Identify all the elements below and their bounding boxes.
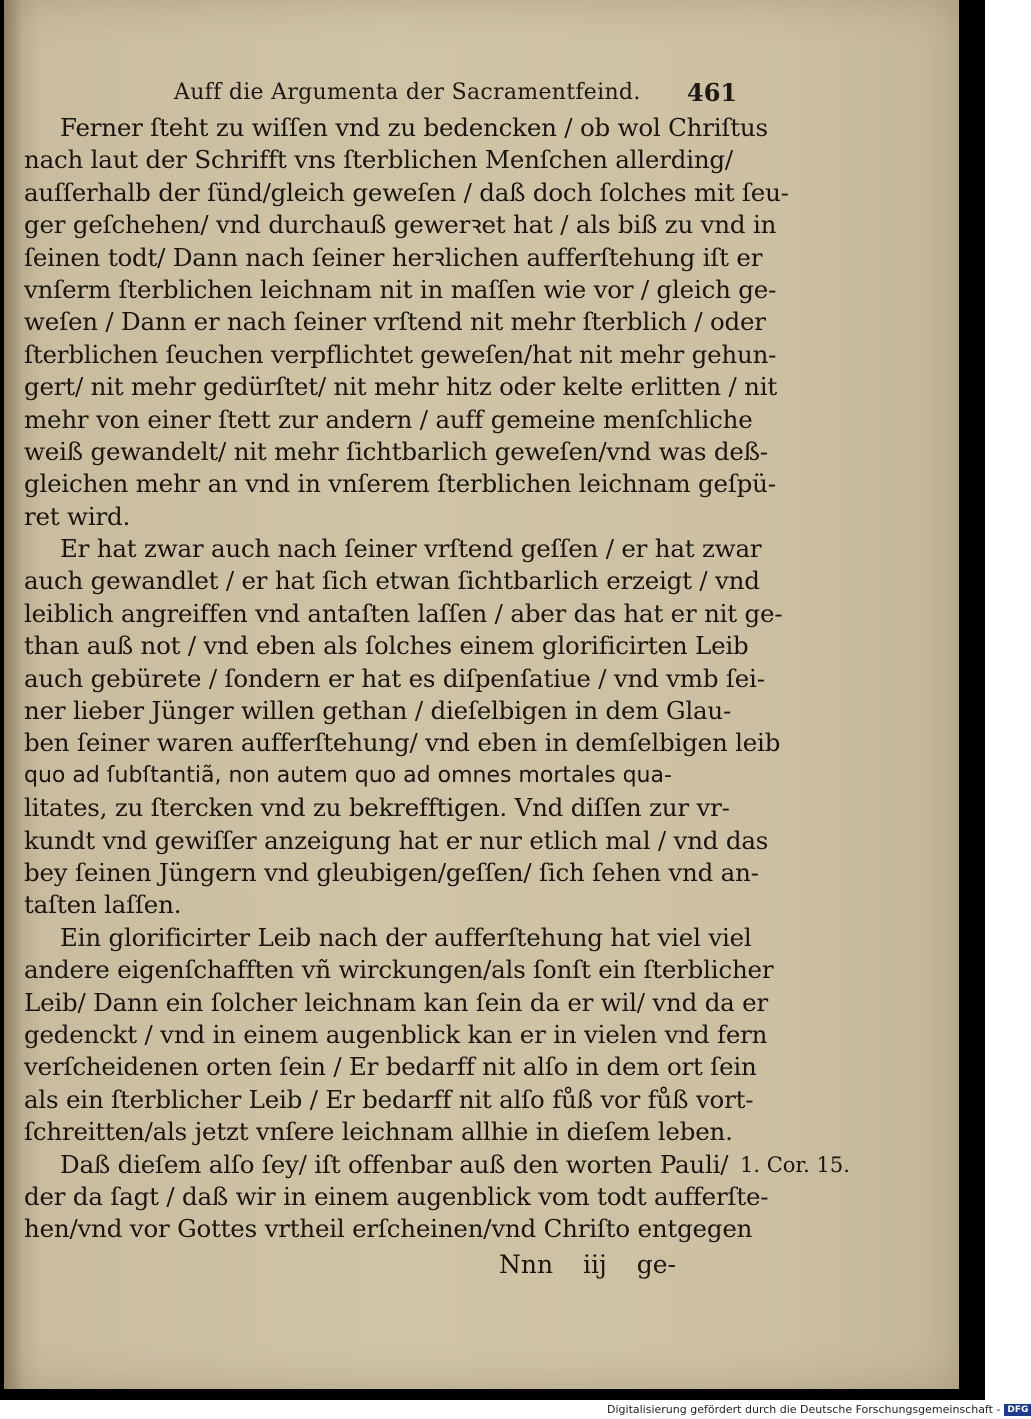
body-text [24,112,789,1246]
signature-catchword: Nnn iij ge- [499,1250,676,1279]
text-line: ret wird. [24,501,131,531]
text-line: verſcheidenen orten ſein / Er bedarff nit alſo in dem ort ſein [24,1052,757,1082]
text-line: litates, zu ſtercken vnd zu bekrefftigen. Vnd diſſen zur vr- [24,793,730,823]
footer [607,1400,1031,1419]
text-line: ger geſchehen/ vnd durchauß gewerꝛet hat / als biß zu vnd in [24,210,777,240]
text-line: vnſerm ſterblichen leichnam nit in maſſen wie vor / gleich ge- [24,274,777,304]
text-line: als ein ſterblicher Leib / Er bedarff nit alſo fůß vor fůß vort- [24,1084,754,1114]
text-line: taſten laſſen. [24,890,182,920]
text-line-latin: quo ad ſubſtantiã, non autem quo ad omnes mortales qua- [24,762,672,788]
book-page [4,0,959,1389]
text-line: Ein glorificirter Leib nach der aufferſtehung hat viel viel [60,922,752,952]
running-title: Auff die Argumenta der Sacramentfeind. [174,80,641,105]
text-line: ſterblichen ſeuchen verpflichtet geweſen/hat nit mehr gehun- [24,339,777,369]
text-line: gleichen mehr an vnd in vnſerem ſterblichen leichnam geſpü- [24,469,776,499]
text-line: kundt vnd gewiſſer anzeigung hat er nur etlich mal / vnd das [24,825,769,855]
text-line: weſen / Dann er nach ſeiner vrſtend nit mehr ſterblich / oder [24,307,766,337]
text-line: gert/ nit mehr gedürſtet/ nit mehr hitz oder kelte erlitten / nit [24,372,777,402]
text-line: weiß gewandelt/ nit mehr ſichtbarlich geweſen/vnd was deß- [24,436,768,466]
text-line: ſeinen todt/ Dann nach ſeiner herꝛlichen aufferſtehung iſt er [24,242,763,272]
page-number: 461 [687,78,738,107]
text-line: Daß dieſem alſo ſey/ iſt offenbar auß den worten Pauli/ [60,1149,729,1179]
text-line: bey ſeinen Jüngern vnd gleubigen/geſſen/ ſich ſehen vnd an- [24,857,759,887]
text-line: Leib/ Dann ein ſolcher leichnam kan ſein da er wil/ vnd da er [24,987,768,1017]
funding-note: Digitalisierung gefördert durch die Deutsche Forschungsgemeinschaft - [607,1403,1001,1416]
text-line: andere eigenſchafften vñ wirckungen/als ſonſt ein ſterblicher [24,955,774,985]
text-line: der da ſagt / daß wir in einem augenblick vom todt aufferſte- [24,1181,769,1211]
text-line: hen/vnd vor Gottes vrtheil erſcheinen/vnd Chriſto entgegen [24,1214,753,1244]
text-line: Ferner ſteht zu wiſſen vnd zu bedencken / ob wol Chriſtus [60,113,768,142]
text-line: ben ſeiner waren aufferſtehung/ vnd eben in demſelbigen leib [24,728,781,758]
text-line: ner lieber Jünger willen gethan / dieſelbigen in dem Glau- [24,696,732,726]
text-line: Er hat zwar auch nach ſeiner vrſtend geſſen / er hat zwar [60,534,762,564]
text-line: nach laut der Schrifft vns ſterblichen Menſchen allerding/ [24,145,733,175]
text-line: mehr von einer ſtett zur andern / auff gemeine menſchliche [24,404,753,434]
dfg-logo: DFG [1004,1404,1031,1416]
text-line: auſſerhalb der ſünd/gleich geweſen / daß doch ſolches mit ſeu- [24,177,789,207]
text-line: auch gebürete / ſondern er hat es diſpenſatiue / vnd vmb ſei- [24,663,765,693]
text-line: auch gewandlet / er hat ſich etwan ſichtbarlich erzeigt / vnd [24,566,760,596]
margin-note: 1. Cor. 15. [740,1153,850,1177]
text-line: gedenckt / vnd in einem augenblick kan er in vielen vnd fern [24,1019,768,1049]
text-line: ſchreitten/als jetzt vnſere leichnam allhie in dieſem leben. [24,1117,733,1147]
text-line: than auß not / vnd eben als ſolches einem glorificirten Leib [24,631,749,661]
text-line: leiblich angreiffen vnd antaſten laſſen / aber das hat er nit ge- [24,598,783,628]
